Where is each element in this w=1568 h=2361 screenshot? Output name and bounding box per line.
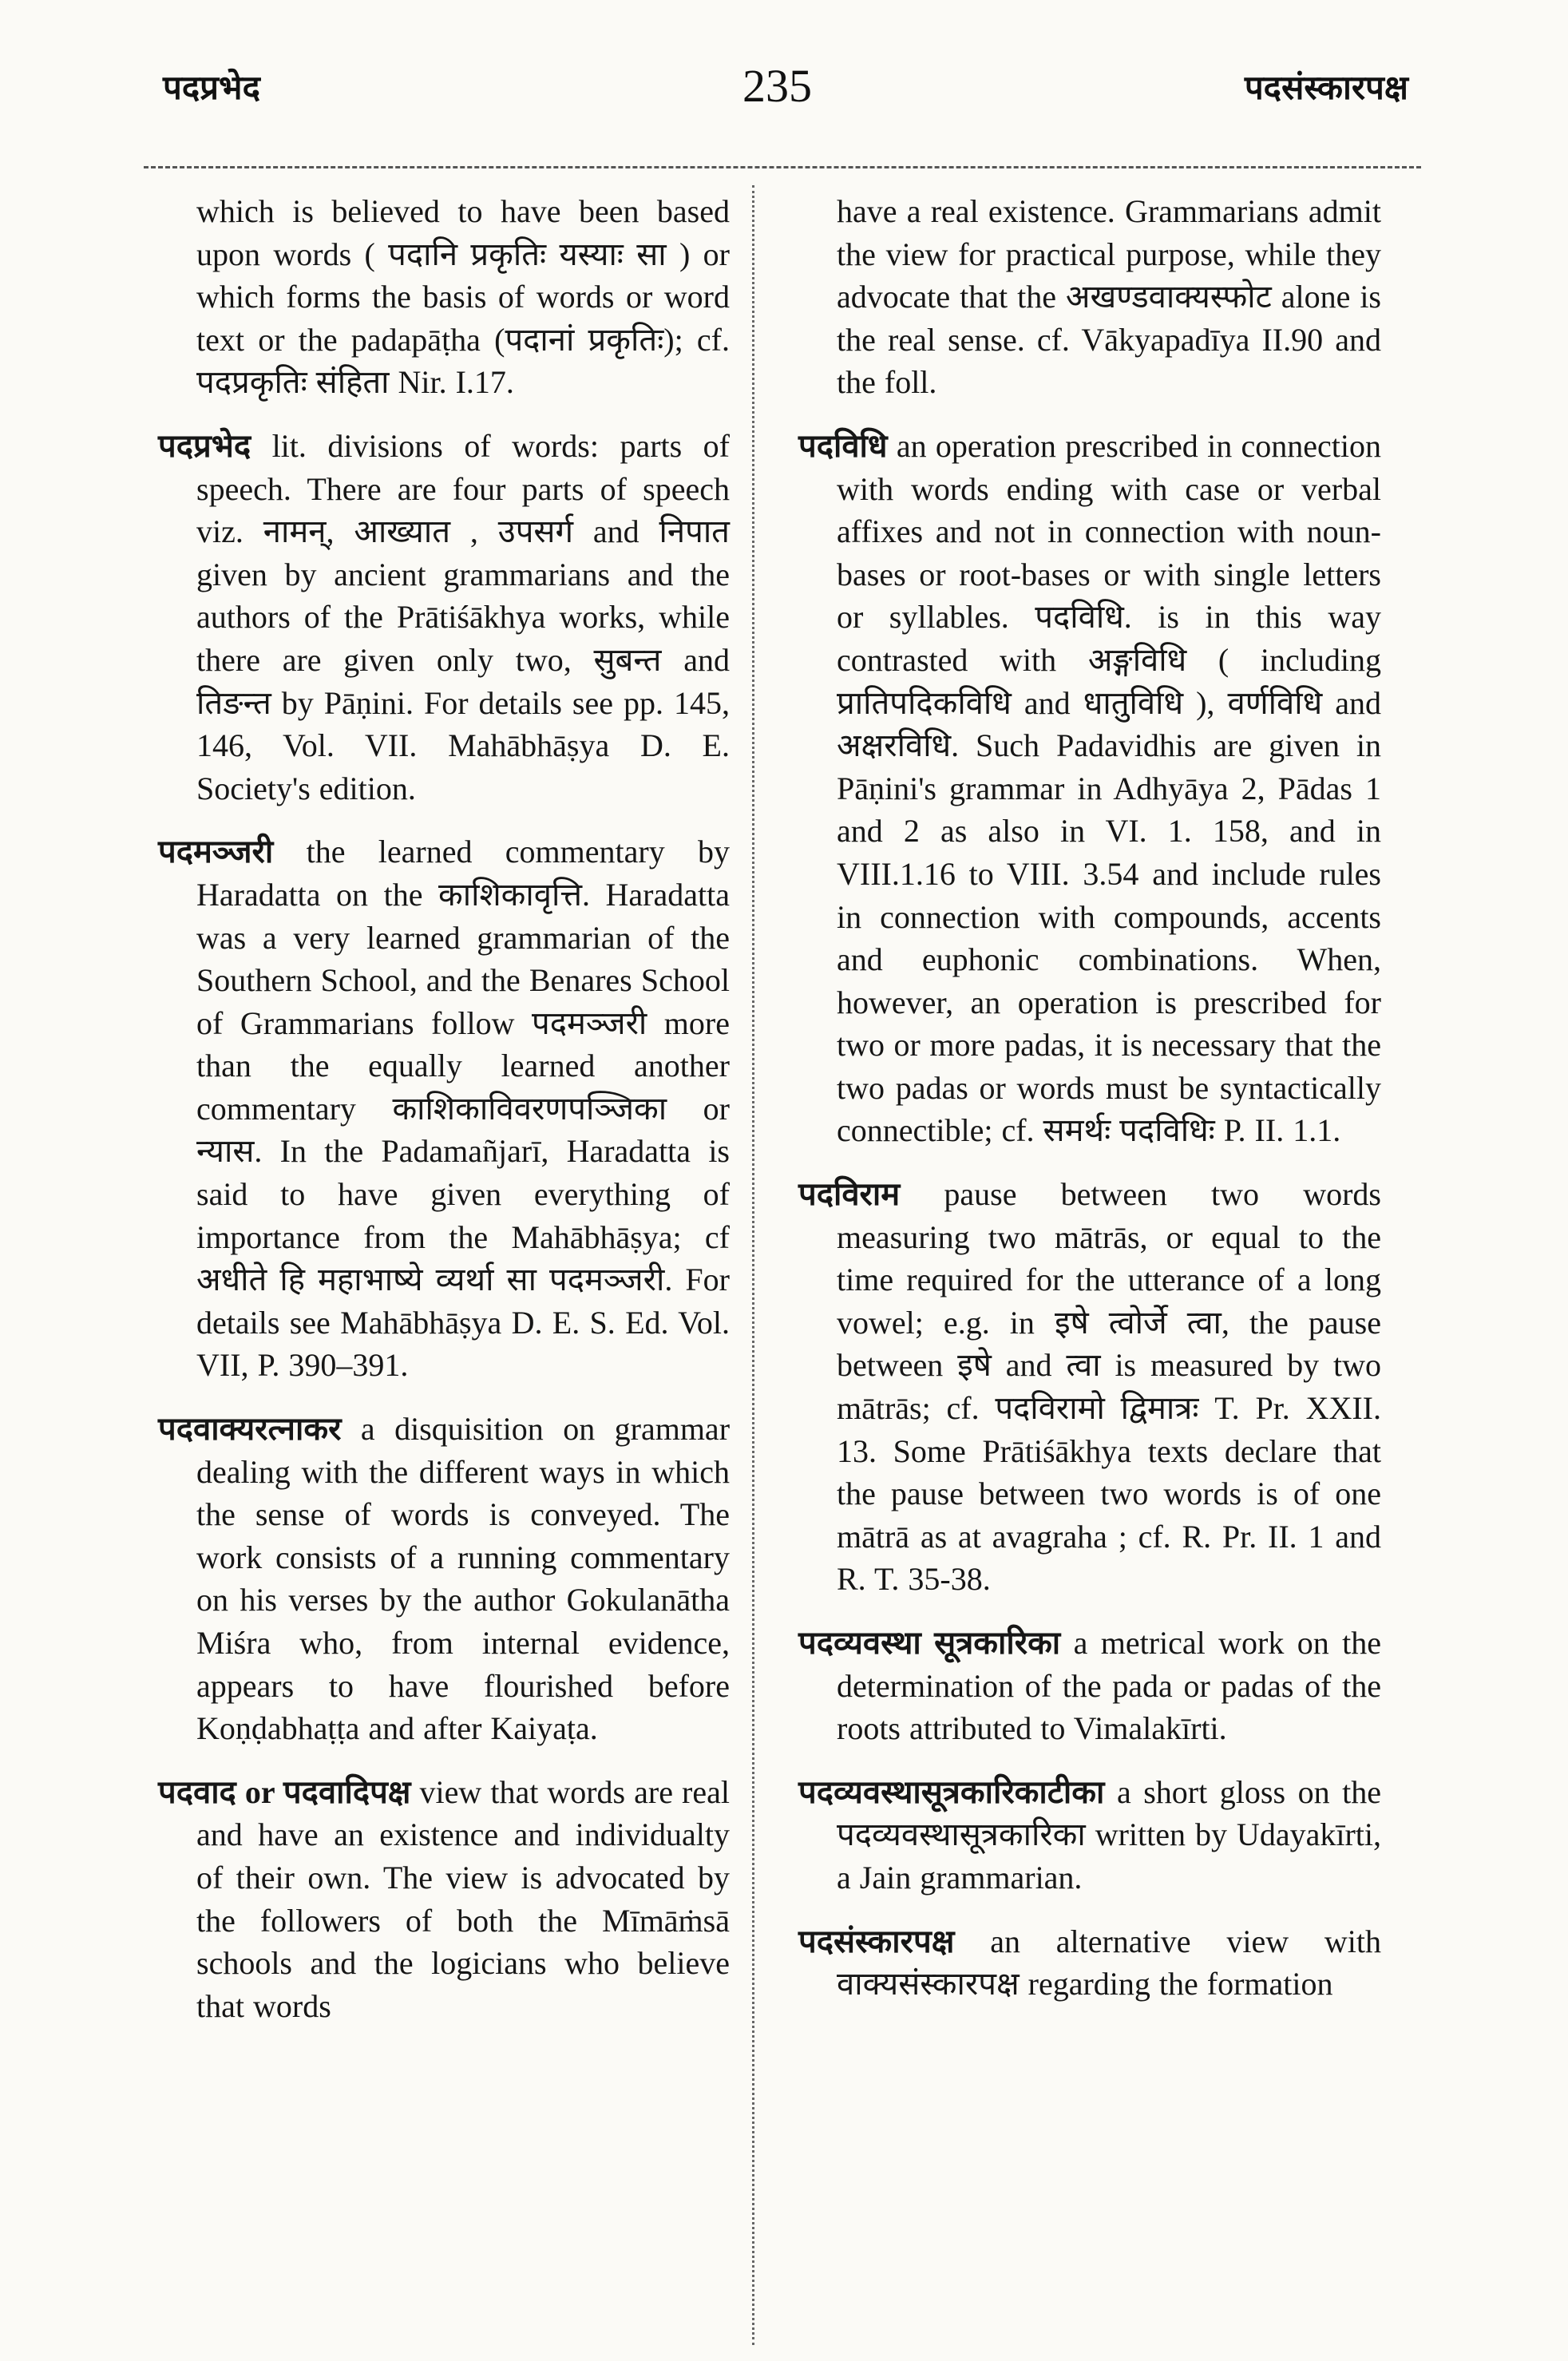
definition: an alternative view with वाक्यसंस्कारपक्ष regarding the formation: [837, 1923, 1381, 2002]
column-divider: [752, 185, 754, 2345]
definition: a metrical work on the determination of the pada or padas of the roots attributed to Vimalakīrti.: [837, 1625, 1381, 1747]
entry-padavada: [158, 1771, 730, 2028]
right-column: [798, 190, 1381, 2026]
continued-entry-text: have a real existence. Grammarians admit the view for practical purpose, while they advocate that the अखण्डवाक्यस्फोट alone is the real sense. cf. Vākyapadīya II.90 and the foll.: [837, 193, 1381, 401]
left-column: [158, 190, 730, 2048]
entry-padavidhi: [798, 425, 1381, 1152]
page-number: 235: [742, 60, 812, 112]
headword: पदमञ्जरी: [158, 834, 274, 870]
headword: पदव्यवस्थासूत्रकारिकाटीका: [798, 1773, 1105, 1810]
headword: पदवाक्यरत्नाकर: [158, 1411, 342, 1448]
running-head-right: पदसंस्कारपक्ष: [1244, 68, 1408, 107]
headword: पदविधि: [798, 427, 888, 464]
entry-padavirama: [798, 1173, 1381, 1601]
entry-padaprabheda: [158, 425, 730, 810]
headword: पदप्रभेद: [158, 427, 251, 464]
continued-entry-text: which is believed to have been based upon words ( पदानि प्रकृतिः यस्याः सा ) or which forms the basis of words or word text or the padapāṭha (पदानां प्रकृतिः); cf. पदप्रकृतिः संहिता Nir. I.17.: [196, 193, 730, 401]
entry-padavakyaratnakara: [158, 1408, 730, 1750]
definition: a short gloss on the पदव्यवस्थासूत्रकारिका written by Udayakīrti, a Jain grammarian.: [837, 1773, 1382, 1896]
running-head-left: पदप्रभेद: [163, 68, 260, 107]
headword: पदव्यवस्था सूत्रकारिका: [798, 1625, 1061, 1661]
headword: पदसंस्कारपक्ष: [798, 1923, 955, 1959]
entry-padasamskarapaksha: [798, 1920, 1381, 2006]
entry-padamanjari: [158, 830, 730, 1387]
entry-padavyavastha-tika: [798, 1771, 1381, 1899]
definition: pause between two words measuring two mātrās, or equal to the time required for the utterance of a long vowel; e.g. in इषे त्वोर्जे त्वा, the pause between इषे and त्वा is measured by two mātrās; cf. पदविरामो द्विमात्रः T. Pr. XXII. 13. Some Prātiśākhya texts declare that the pause between two words is of one mātrā as at avagraha ; cf. R. Pr. II. 1 and R. T. 35-38.: [837, 1176, 1381, 1598]
definition: view that words are real and have an existence and individualty of their own. The view is advocated by the followers of both the Mīmāṁsā schools and the logicians who believe that words: [196, 1773, 730, 2024]
headword: पदवाद or पदवादिपक्ष: [158, 1773, 411, 1810]
definition: lit. divisions of words: parts of speech. There are four parts of speech viz. नामन्, आख्यात , उपसर्ग and निपात given by ancient grammarians and the authors of the Prātiśākhya works, while there are given only two, सुबन्त and तिङन्त by Pāṇini. For details see pp. 145, 146, Vol. VII. Mahābhāṣya D. E. Society's edition.: [196, 427, 730, 806]
headword: पदविराम: [798, 1176, 901, 1213]
header-rule: [144, 166, 1421, 168]
definition: the learned commentary by Haradatta on the काशिकावृत्ति. Haradatta was a very learned grammarian of the Southern School, and the Benares School of Grammarians follow पदमञ्जरी more than the equally learned another commentary काशिकाविवरणपञ्जिका or न्यास. In the Padamañjarī, Haradatta is said to have given everything of importance from the Mahābhāṣya; cf अधीते हि महाभाष्ये व्यर्था सा पदमञ्जरी. For details see Mahābhāṣya D. E. S. Ed. Vol. VII, P. 390–391.: [196, 834, 731, 1384]
definition: an operation prescribed in connection with words ending with case or verbal affixes and not in connection with noun-bases or root-bases or with single letters or syllables. पदविधि. is in this way contrasted with अङ्गविधि ( including प्रातिपदिकविधि and धातुविधि ), वर्णविधि and अक्षरविधि. Such Padavidhis are given in Pāṇini's grammar in Adhyāya 2, Pādas 1 and 2 as also in VI. 1. 158, and in VIII.1.16 to VIII. 3.54 and include rules in connection with compounds, accents and euphonic combinations. When, however, an operation is prescribed for two or more padas, it is necessary that the two padas or words must be syntactically connectible; cf. समर्थः पदविधिः P. II. 1.1.: [837, 427, 1381, 1149]
definition: a disquisition on grammar dealing with the different ways in which the sense of words is conveyed. The work consists of a running commentary on his verses by the author Gokulanātha Miśra who, from internal evidence, appears to have flourished before Koṇḍabhaṭṭa and after Kaiyaṭa.: [196, 1411, 731, 1747]
entry-padavyavastha-sutrakarika: [798, 1622, 1381, 1750]
